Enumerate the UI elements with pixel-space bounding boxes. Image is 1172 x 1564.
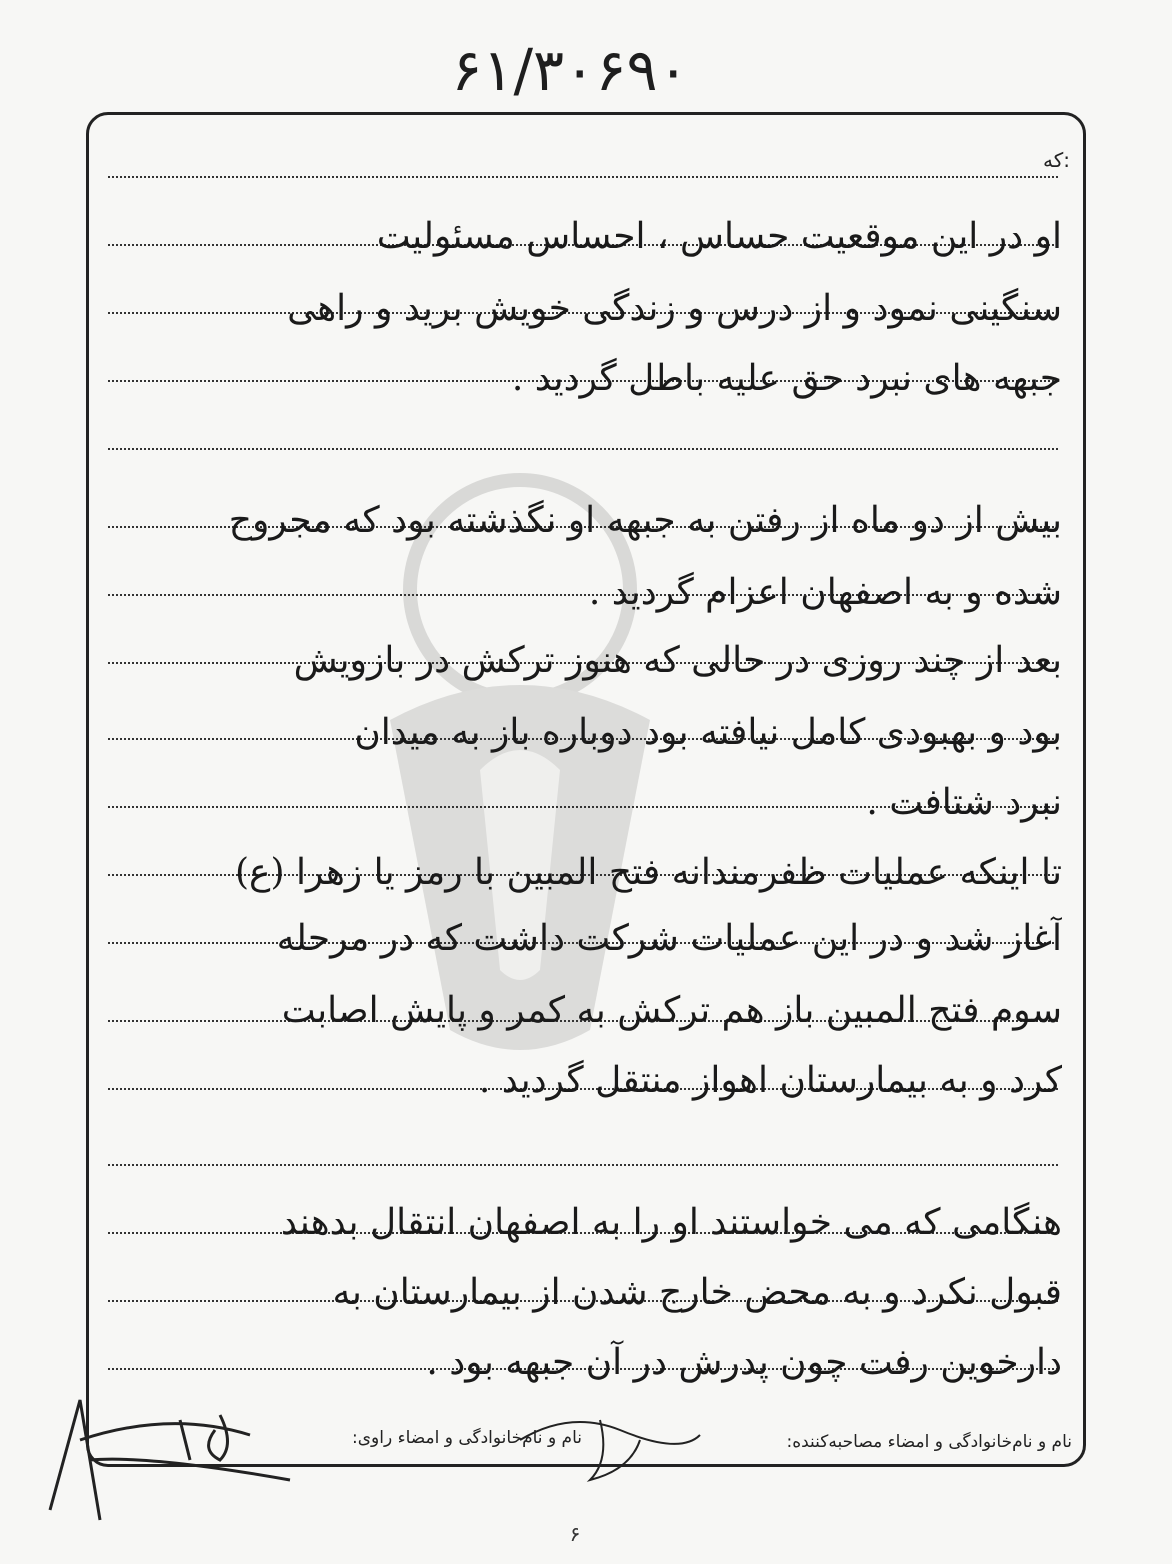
narrator-signature-label: نام و نام‌خانوادگی و امضاء راوی: (352, 1428, 582, 1448)
handwritten-line: بود و بهبودی کامل نیافته بود دوباره باز به میدان (354, 712, 1062, 753)
handwritten-line: بیش از دو ماه از رفتن به جبهه او نگذشته بود که مجروح (228, 500, 1062, 541)
handwritten-line: دارخوین رفت چون پدرش در آن جبهه بود . (426, 1342, 1062, 1383)
handwritten-line: سنگینی نمود و از درس و زندگی خویش برید و راهی (287, 288, 1062, 329)
field-label: که: (1043, 148, 1070, 172)
handwritten-line: بعد از چند روزی در حالی که هنوز ترکش در بازویش (293, 640, 1062, 681)
interviewer-signature (510, 1400, 710, 1490)
handwritten-line: کرد و به بیمارستان اهواز منتقل گردید . (478, 1060, 1062, 1101)
handwritten-line: نبرد شتافت . (866, 782, 1062, 823)
ruled-line (108, 1164, 1058, 1166)
ruled-line (108, 176, 1058, 178)
ruled-line (108, 448, 1058, 450)
handwritten-line: آغاز شد و در این عملیات شرکت داشت که در مرحله (276, 918, 1062, 959)
handwritten-line: او در این موقعیت حساس ، احساس مسئولیت (376, 216, 1062, 257)
handwritten-line: سوم فتح المبین باز هم ترکش به کمر و پایش اصابت (281, 990, 1062, 1031)
emblem-watermark (330, 470, 710, 1070)
handwritten-line: تا اینکه عملیات ظفرمندانه فتح المبین با رمز یا زهرا (ع) (234, 852, 1062, 893)
page-number: ۶ (569, 1522, 581, 1546)
handwritten-line: قبول نکرد و به محض خارج شدن از بیمارستان به (332, 1272, 1062, 1313)
narrator-signature (30, 1380, 300, 1530)
handwritten-line: هنگامی که می خواستند او را به اصفهان انتقال بدهند (280, 1202, 1062, 1243)
handwritten-line: جبهه های نبرد حق علیه باطل گردید . (511, 358, 1062, 399)
handwritten-line: شده و به اصفهان اعزام گردید . (588, 572, 1062, 613)
document-number: ۶۱/۳۰۶۹۰ (451, 36, 689, 104)
interviewer-signature-label: نام و نام‌خانوادگی و امضاء مصاحبه‌کننده: (786, 1432, 1072, 1452)
